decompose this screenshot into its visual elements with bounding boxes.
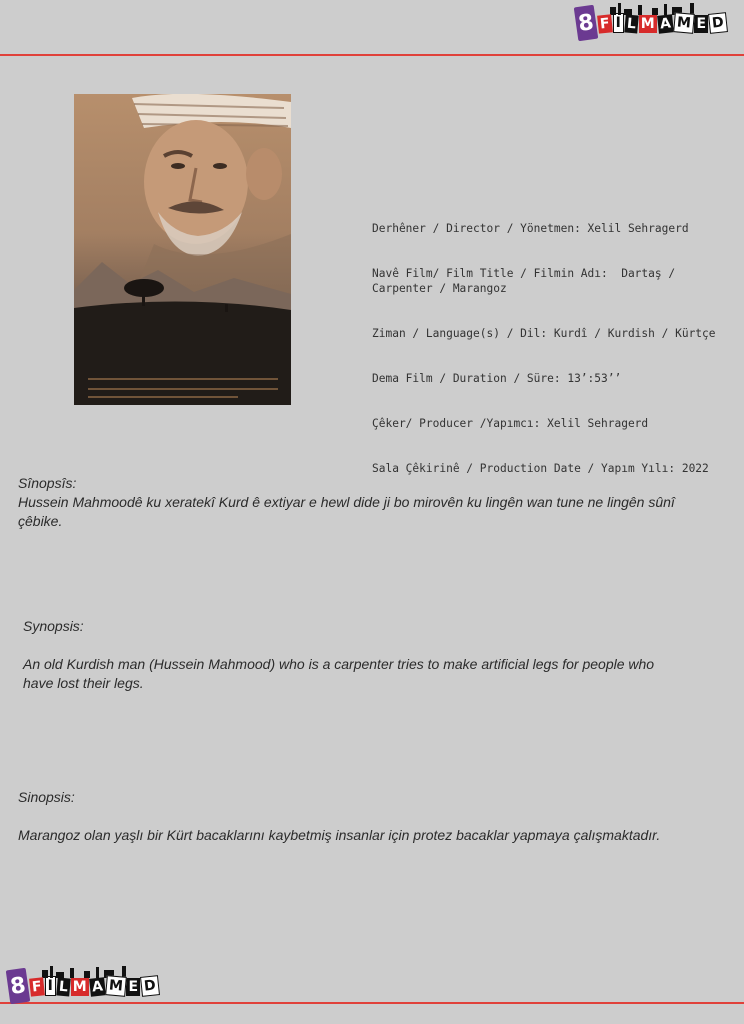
logo-letter: F: [597, 14, 612, 33]
synopsis-turkish: [18, 788, 718, 845]
logo-letter: L: [56, 977, 70, 996]
film-credits: [372, 191, 728, 491]
poster-credit-line: [88, 378, 278, 380]
logo-letter: M: [673, 12, 695, 34]
poster-credit-line: [88, 388, 278, 390]
credit-duration: Dema Film / Duration / Süre: 13’:53’’: [372, 372, 622, 385]
logo-letter: A: [89, 977, 106, 996]
skyline-icon: [34, 964, 144, 978]
poster-illustration-icon: [74, 94, 291, 405]
synopsis-heading: Synopsis:: [23, 618, 84, 634]
logo-letter: M: [105, 975, 127, 997]
skyline-icon: [602, 1, 712, 15]
credit-language: Ziman / Language(s) / Dil: Kurdî / Kurdish / Kürtçe: [372, 327, 716, 340]
logo-letter: M: [640, 16, 655, 32]
logo-wordmark: [30, 976, 160, 996]
logo-number: 8: [6, 968, 31, 1004]
synopsis-kurdish: [18, 474, 718, 531]
logo-wordmark: [598, 13, 728, 33]
credit-director: Derhêner / Director / Yönetmen: Xelil Sehragerd: [372, 222, 689, 235]
synopsis-heading: Sînopsîs:: [18, 475, 77, 491]
credit-title: Navê Film/ Film Title / Filmin Adı: Dartaş / Carpenter / Marangoz: [372, 267, 682, 295]
logo-number: 8: [574, 5, 599, 41]
logo-letter: M: [72, 979, 87, 995]
logo-letter: E: [128, 979, 139, 995]
logo-letter: D: [140, 975, 160, 997]
credit-producer: Çêker/ Producer /Yapımcı: Xelil Sehragerd: [372, 417, 649, 430]
synopsis-text-continued: have lost their legs.: [23, 675, 144, 691]
synopsis-heading: Sinopsis:: [18, 789, 75, 805]
top-divider: [0, 54, 744, 56]
poster-credit-line: [88, 396, 238, 398]
filmamed-logo-top: [576, 6, 728, 40]
film-poster: [74, 94, 291, 405]
synopsis-text: An old Kurdish man (Hussein Mahmood) who is a carpenter tries to make artificial legs for people who: [23, 656, 655, 672]
synopsis-text: Marangoz olan yaşlı bir Kürt bacaklarını kaybetmiş insanlar için protez bacaklar yapmaya çalışmaktadır.: [18, 827, 661, 843]
logo-letter: D: [708, 12, 728, 34]
synopsis-english: [23, 617, 723, 693]
logo-letter: E: [696, 16, 707, 32]
logo-letter: A: [657, 14, 674, 33]
logo-letter: I: [613, 13, 624, 33]
logo-letter: I: [45, 976, 56, 996]
filmamed-logo-bottom: [8, 969, 160, 1003]
credit-production-date: Sala Çêkirinê / Production Date / Yapım Yılı: 2022: [372, 462, 709, 475]
synopsis-text: Hussein Mahmoodê ku xeratekî Kurd ê extiyar e hewl dide ji bo mirovên ku lingên wan tune ne lingên sûnî çêbike.: [18, 494, 675, 529]
logo-letter: L: [624, 14, 638, 33]
logo-letter: F: [29, 977, 44, 996]
